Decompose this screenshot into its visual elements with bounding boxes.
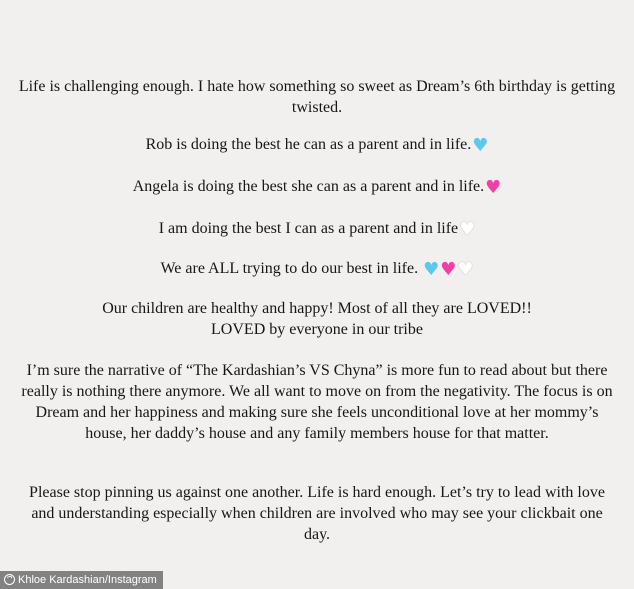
paragraph-children <box>18 298 616 340</box>
pink-heart-icon: ♥ <box>485 177 502 198</box>
instagram-icon <box>4 574 15 585</box>
white-heart-icon: ♥ <box>459 219 476 240</box>
blue-heart-icon: ♥ <box>472 135 489 156</box>
photo-credit <box>0 571 163 589</box>
paragraph-narrative: I’m sure the narrative of “The Kardashian’s VS Chyna” is more fun to read about but there really is nothing there anymore. We all want to move on from the negativity. The focus is on Dream and her happiness and making sure she feels unconditional love at her mommy’s house, her daddy’s house and any family members house for that matter. <box>21 362 613 442</box>
white-heart-icon: ♥ <box>457 259 474 280</box>
paragraph-children-line2: LOVED by everyone in our tribe <box>211 321 423 338</box>
paragraph-rob-text: Rob is doing the best he can as a parent and in life. <box>145 136 472 153</box>
paragraph-angela-text: Angela is doing the best she can as a parent and in life. <box>132 178 485 195</box>
paragraph-closing: Please stop pinning us against one another. Life is hard enough. Let’s try to lead with love and understanding especially when children are involved who may see your clickbait one day. <box>29 484 605 543</box>
pink-heart-icon: ♥ <box>440 259 457 280</box>
paragraph-children-line1: Our children are healthy and happy! Most of all they are LOVED!! <box>102 300 532 317</box>
photo-credit-text: Khloe Kardashian/Instagram <box>18 574 157 586</box>
paragraph-all-text: We are ALL trying to do our best in life. <box>160 260 419 277</box>
paragraph-khloe-text: I am doing the best I can as a parent and in life <box>158 220 459 237</box>
paragraph-angela <box>18 176 616 197</box>
paragraph-rob <box>18 134 616 155</box>
paragraph-intro: Life is challenging enough. I hate how something so sweet as Dream’s 6th birthday is getting twisted. <box>18 78 616 116</box>
blue-heart-icon: ♥ <box>423 259 440 280</box>
paragraph-all <box>18 258 616 279</box>
paragraph-khloe <box>18 218 616 239</box>
